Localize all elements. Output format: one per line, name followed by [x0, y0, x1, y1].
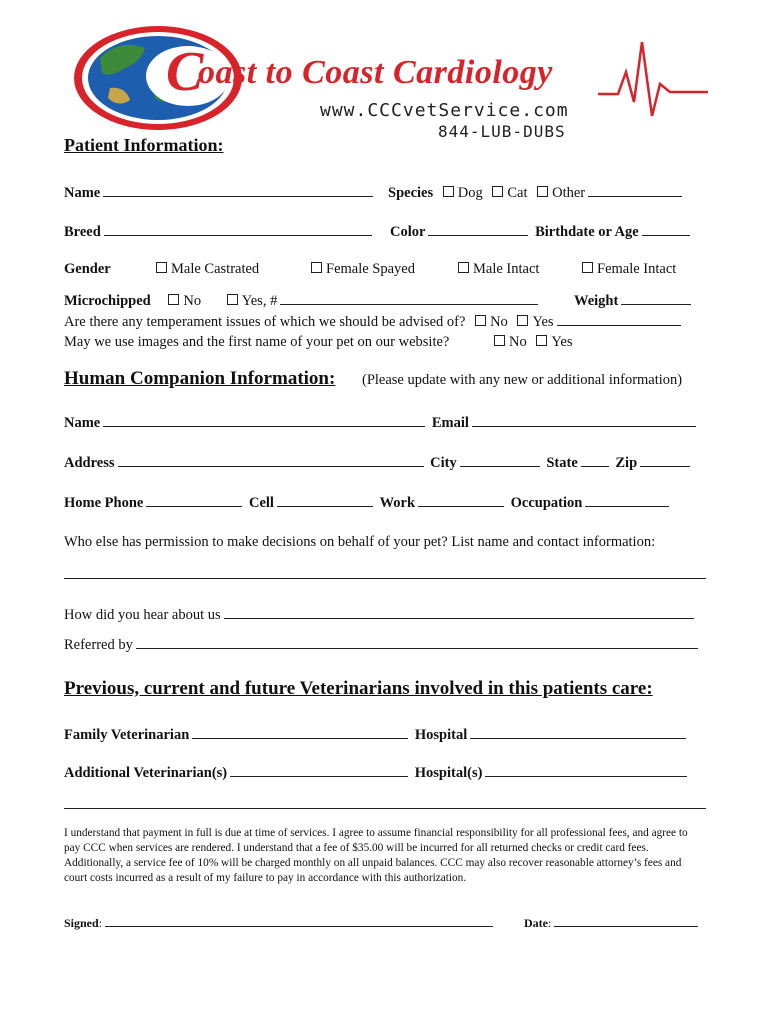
human-name-field[interactable] — [103, 413, 425, 427]
family-vet-label: Family Veterinarian — [64, 727, 190, 743]
human-section-title: Human Companion Information: — [64, 368, 336, 389]
temperament-no-checkbox[interactable] — [475, 315, 486, 326]
occupation-label: Occupation — [510, 495, 583, 511]
microchip-no-checkbox[interactable] — [168, 294, 179, 305]
permission-field[interactable] — [64, 578, 706, 579]
weight-label: Weight — [574, 293, 619, 309]
gender-male-castrated-checkbox[interactable] — [156, 262, 167, 273]
gender-male-intact-checkbox[interactable] — [458, 262, 469, 273]
temperament-yes-checkbox[interactable] — [517, 315, 528, 326]
brand-initial: C — [166, 41, 204, 103]
patient-section-title: Patient Information: — [64, 135, 224, 155]
state-label: State — [546, 455, 578, 471]
species-dog-checkbox[interactable] — [443, 186, 454, 197]
hospitals-field[interactable] — [485, 763, 687, 777]
additional-vet-row — [64, 763, 690, 782]
additional-vet-extra-field[interactable] — [64, 808, 706, 809]
gender-label: Gender — [64, 261, 111, 277]
brand-name: oast to Coast Cardiology — [198, 54, 553, 91]
species-other-field[interactable] — [588, 183, 682, 197]
hear-about-label: How did you hear about us — [64, 607, 221, 623]
phone-number: 844-LUB-DUBS — [438, 122, 566, 141]
additional-vet-label: Additional Veterinarian(s) — [64, 765, 228, 781]
hospital-field[interactable] — [470, 725, 686, 739]
gender-male-castrated[interactable]: Male Castrated — [150, 260, 259, 278]
images-yes-label: Yes — [551, 334, 573, 350]
additional-vet-field[interactable] — [230, 763, 408, 777]
work-label: Work — [379, 495, 416, 511]
breed-field[interactable] — [104, 222, 372, 236]
phone-row — [64, 493, 672, 512]
signature-row: Signed: — [64, 914, 496, 932]
images-question: May we use images and the first name of your pet on our website? — [64, 334, 450, 350]
gender-male-intact[interactable]: Male Intact — [452, 260, 539, 278]
signed-label: Signed — [64, 916, 99, 930]
gender-female-spayed[interactable]: Female Spayed — [305, 260, 415, 278]
images-no-checkbox[interactable] — [494, 335, 505, 346]
temperament-details-field[interactable] — [557, 312, 681, 326]
species-cat-checkbox[interactable] — [492, 186, 503, 197]
gender-female-intact-checkbox[interactable] — [582, 262, 593, 273]
human-section-note: (Please update with any new or additional information) — [362, 372, 683, 388]
home-phone-label: Home Phone — [64, 495, 144, 511]
human-name-row — [64, 413, 699, 432]
species-cat-label: Cat — [507, 185, 528, 201]
website: www.CCCvetService.com — [320, 100, 569, 121]
birthdate-field[interactable] — [642, 222, 690, 236]
temperament-yes-label: Yes — [532, 314, 554, 330]
images-options — [488, 333, 572, 351]
microchip-number-field[interactable] — [280, 291, 538, 305]
permission-question: Who else has permission to make decisions on behalf of your pet? List name and contact information: — [64, 534, 656, 550]
weight-row — [574, 291, 694, 310]
heartbeat-icon — [598, 32, 708, 122]
zip-field[interactable] — [640, 453, 690, 467]
temperament-question: Are there any temperament issues of which we should be advised of? — [64, 314, 466, 330]
payment-agreement-text: I understand that payment in full is due at time of services. I agree to assume financial responsibility for all professional fees, and agree to pay CCC when services are rendered. I understand that a fee of $35.00 will be incurred for all returned checks or credit card fees. Additionally, a service fee of 10% will be charged monthly on all unpaid balances. CCC may also recover reasonable attorney’s fees and court costs incurred as a result of my failure to pay in accordance with this authorization. — [64, 827, 688, 884]
birthdate-label: Birthdate or Age — [535, 224, 639, 240]
species-other-label: Other — [552, 185, 586, 201]
email-label: Email — [431, 415, 469, 431]
color-label: Color — [390, 224, 426, 240]
microchip-yes-checkbox[interactable] — [227, 294, 238, 305]
temperament-no-label: No — [490, 314, 508, 330]
signature-field[interactable] — [105, 916, 493, 927]
weight-field[interactable] — [621, 291, 691, 305]
address-label: Address — [64, 455, 115, 471]
gender-female-intact[interactable]: Female Intact — [576, 260, 676, 278]
hear-about-row — [64, 605, 697, 624]
date-field[interactable] — [554, 916, 698, 927]
patient-name-label: Name — [64, 185, 101, 201]
referred-label: Referred by — [64, 637, 133, 653]
cell-label: Cell — [248, 495, 274, 511]
species-dog-label: Dog — [457, 185, 483, 201]
hear-about-field[interactable] — [224, 605, 694, 619]
family-vet-row — [64, 725, 689, 744]
temperament-row — [64, 312, 684, 331]
human-name-label: Name — [64, 415, 101, 431]
vets-section-title: Previous, current and future Veterinarians involved in this patients care: — [64, 678, 653, 699]
hospital-label: Hospital — [414, 727, 468, 743]
patient-name-row — [64, 183, 376, 202]
breed-row — [64, 222, 375, 241]
cell-field[interactable] — [277, 493, 373, 507]
zip-label: Zip — [615, 455, 638, 471]
date-row: Date: — [524, 914, 701, 932]
referred-row — [64, 635, 701, 654]
city-field[interactable] — [460, 453, 540, 467]
species-row — [388, 183, 685, 202]
family-vet-field[interactable] — [192, 725, 408, 739]
city-label: City — [430, 455, 457, 471]
microchipped-label: Microchipped — [64, 293, 151, 309]
occupation-field[interactable] — [585, 493, 669, 507]
species-label: Species — [388, 185, 434, 201]
patient-name-field[interactable] — [103, 183, 373, 197]
address-row — [64, 453, 693, 472]
microchipped-row — [64, 291, 541, 310]
work-field[interactable] — [418, 493, 504, 507]
email-field[interactable] — [472, 413, 696, 427]
state-field[interactable] — [581, 453, 609, 467]
color-row — [390, 222, 693, 241]
gender-female-spayed-checkbox[interactable] — [311, 262, 322, 273]
species-other-checkbox[interactable] — [537, 186, 548, 197]
microchip-yes-label: Yes, # — [241, 293, 278, 309]
home-phone-field[interactable] — [146, 493, 242, 507]
microchip-no-label: No — [183, 293, 202, 309]
images-no-label: No — [509, 334, 527, 350]
date-label: Date — [524, 916, 548, 930]
address-field[interactable] — [118, 453, 424, 467]
breed-label: Breed — [64, 224, 101, 240]
color-field[interactable] — [428, 222, 528, 236]
hospitals-label: Hospital(s) — [414, 765, 483, 781]
referred-field[interactable] — [136, 635, 698, 649]
logo — [70, 18, 710, 148]
images-yes-checkbox[interactable] — [536, 335, 547, 346]
